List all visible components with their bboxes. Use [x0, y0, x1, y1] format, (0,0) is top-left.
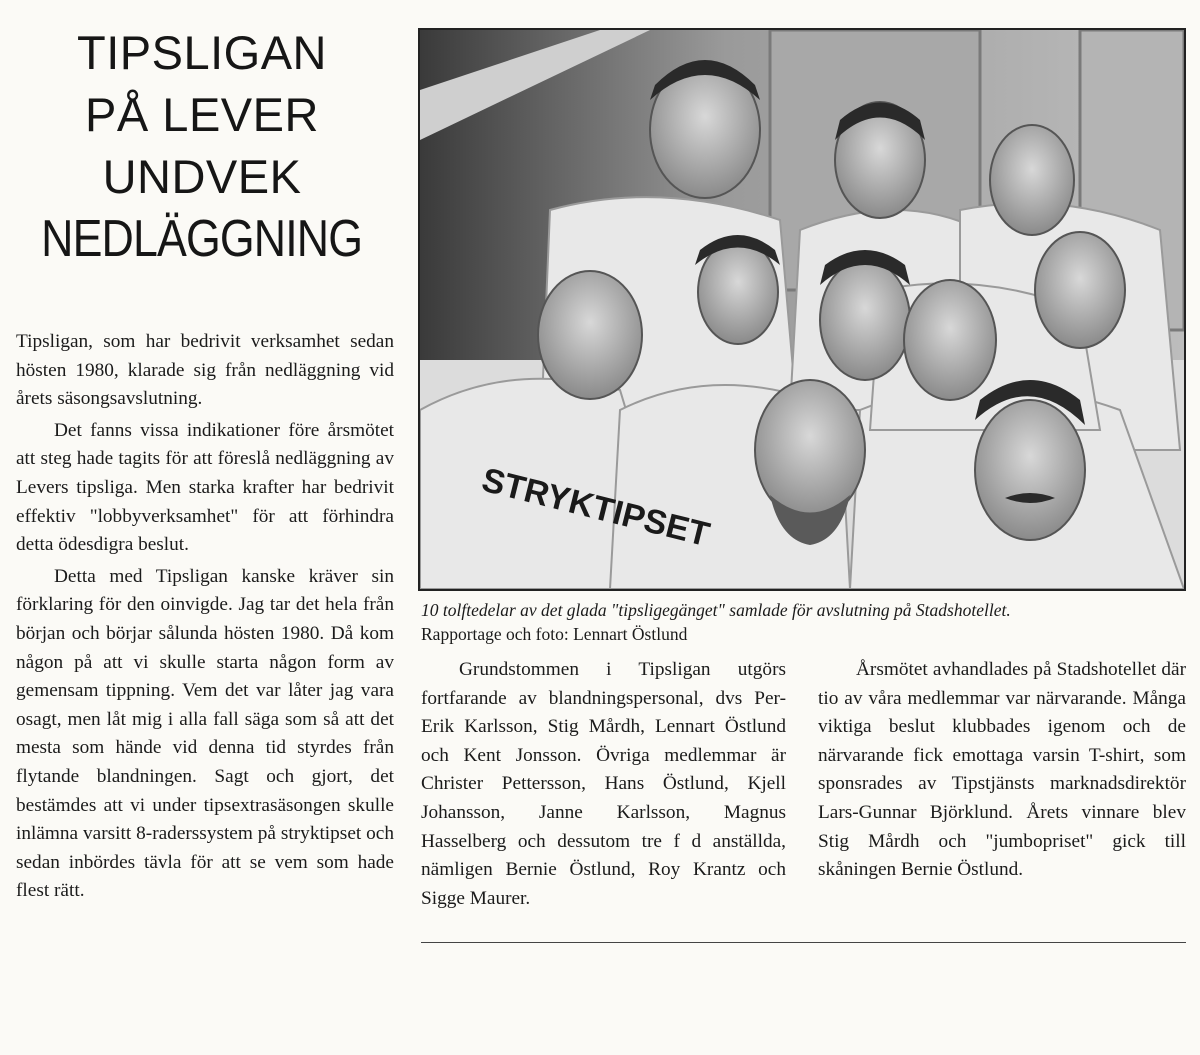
headline-line-1: TIPSLIGAN — [76, 26, 327, 79]
headline-line-4: NEDLÄGGNING — [41, 210, 363, 268]
shirt-print: STRYKTIPSET — [478, 460, 714, 555]
paragraph: Tipsligan, som har bedrivit verksamhet sedan hösten 1980, klarade sig från nedläggning vid årets säsongsavslutning. — [16, 331, 394, 410]
divider-rule — [421, 942, 1186, 943]
paragraph: Detta med Tipsligan kanske kräver sin förklaring för den oinvigde. Jag tar det hela från början och börjar sålunda hösten 1980. Då kom någon på att vi skulle starta någon form av gemensam tippning. Vem det var låter jag vara osagt, men låt mig i alla fall säga som så att det mesta som hände vid denna tid styrdes från flytande blandningen. Sagt och gjort, det bestämdes att vi under tipsextrasäsongen skulle inlämna varsitt 8-raderssystem på stryktipset och sedan inbördes tävla för att se vem som hade flest rätt. — [16, 565, 394, 902]
paragraph: Årsmötet avhandlades på Stadshotellet där tio av våra medlemmar var närvarande. Många viktiga beslut klubbades igenom och de närvarande fick emottaga varsin T-shirt, som sponsrades av Tipstjänsts marknadsdirektör Lars-Gunnar Björklund. Årets vinnare blev Stig Mårdh och "jumbopriset" gick till skåningen Bernie Östlund. — [818, 659, 1186, 881]
headline-line-3: UNDVEK — [102, 150, 302, 203]
photo-credit: Rapportage och foto: Lennart Östlund — [421, 624, 688, 644]
headline-line-2: PÅ LEVER — [85, 88, 319, 141]
article-column-2 — [421, 656, 786, 913]
paragraph: Grundstommen i Tipsligan utgörs fortfarande av blandningspersonal, dvs Per-Erik Karlsson, Stig Mårdh, Lennart Östlund och Kent Jonsson. Övriga medlemmar är Christer Pettersson, Hans Östlund, Kjell Johansson, Janne Karlsson, Magnus Hasselberg och dessutom tre f d anställda, nämligen Bernie Östlund, Roy Krantz och Sigge Maurer. — [421, 659, 786, 909]
article-column-3 — [818, 656, 1186, 885]
caption-text: 10 tolftedelar av det glada "tipsligegänget" samlade för avslutning på Stadshotellet. — [421, 600, 1011, 620]
paragraph: Det fanns vissa indikationer före årsmötet att steg hade tagits för att föreslå nedläggning av Levers tipsliga. Men starka krafter har bedrivit effektiv "lobbyverksamhet" för att förhindra detta ödesdigra beslut. — [16, 419, 394, 556]
group-photo — [418, 28, 1186, 591]
article-column-1 — [16, 328, 394, 906]
photo-caption — [421, 598, 1191, 646]
headline — [12, 22, 392, 271]
